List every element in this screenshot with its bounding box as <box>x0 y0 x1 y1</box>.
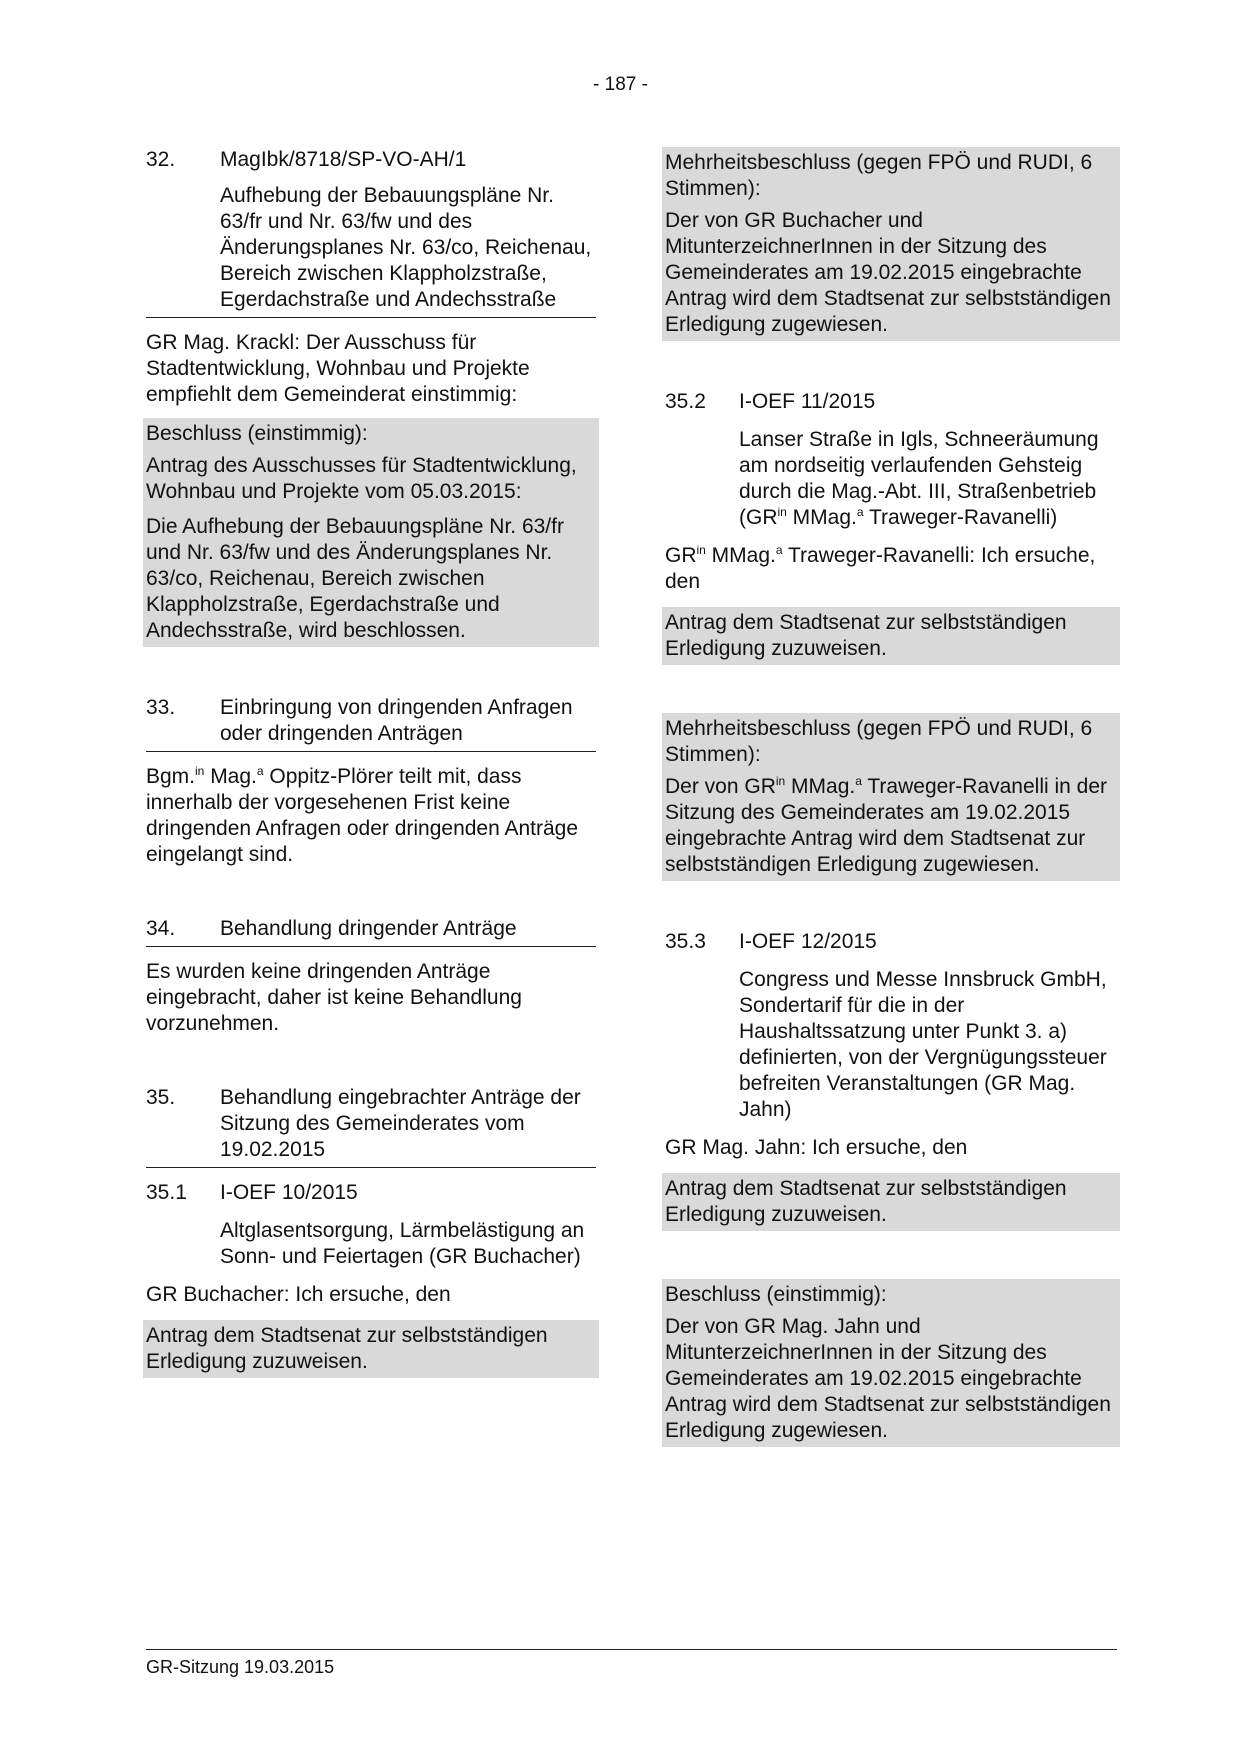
left-column <box>146 147 596 1378</box>
subsection-reference: I-OEF 11/2015 <box>739 390 876 413</box>
request-text: Antrag dem Stadtsenat zur selbstständigen Erledigung zuzuweisen. <box>146 1324 548 1373</box>
decision-box <box>662 1279 1120 1447</box>
subsection-number: 35.3 <box>665 930 706 953</box>
speaker-statement: $GR^{in}$ MMag.$^a$ Traweger-Ravanelli: Ich ersuche, den <box>665 543 1096 593</box>
right-column <box>665 147 1117 1447</box>
subsection-35-2 <box>665 389 1117 881</box>
section-32 <box>146 147 596 647</box>
request-text: Antrag dem Stadtsenat zur selbstständigen Erledigung zuzuweisen. <box>665 611 1067 660</box>
subsection-35-2-heading <box>665 389 1117 415</box>
decision-type: Beschluss (einstimmig): <box>665 1283 887 1306</box>
page-number: - 187 - <box>593 74 648 95</box>
subsection-reference: I-OEF 10/2015 <box>220 1181 358 1204</box>
decision-box <box>143 418 599 647</box>
section-title: Aufhebung der Bebauungspläne Nr. 63/fr und Nr. 63/fw und des Änderungsplanes Nr. 63/co, Reichenau, Bereich zwischen Klappholzstraße, Egerdachstraße und Andechsstraße <box>220 184 592 311</box>
section-34 <box>146 916 596 1037</box>
section-number: 35. <box>146 1086 176 1109</box>
decision-type: Mehrheitsbeschluss (gegen FPÖ und RUDI, 6 Stimmen): <box>665 717 1093 766</box>
request-box <box>143 1320 599 1378</box>
footer-divider <box>146 1649 1117 1650</box>
section-text: Es wurden keine dringenden Anträge eingebracht, daher ist keine Behandlung vorzunehmen. <box>146 960 522 1035</box>
subsection-title: Lanser Straße in Igls, Schneeräumung am nordseitig verlaufenden Gehsteig durch die Mag.-Abt. III, Straßenbetrieb ($GR^{in}$ MMag.$^a$ Traweger-Ravanelli) <box>739 428 1099 529</box>
decision-type: Beschluss (einstimmig): <box>146 422 368 445</box>
decision-box <box>662 713 1120 881</box>
request-text: Antrag dem Stadtsenat zur selbstständigen Erledigung zuzuweisen. <box>665 1177 1067 1226</box>
section-reference: MagIbk/8718/SP-VO-AH/1 <box>220 148 467 171</box>
decision-text: Der von GR Mag. Jahn und MitunterzeichnerInnen in der Sitzung des Gemeinderates am 19.02.2015 eingebrachte Antrag wird dem Stadtsenat zur selbstständigen Erledigung zugewiesen. <box>665 1315 1111 1442</box>
decision-text: Die Aufhebung der Bebauungspläne Nr. 63/fr und Nr. 63/fw und des Änderungsplanes Nr. 63/co, Reichenau, Bereich zwischen Klappholzstraße, Egerdachstraße und Andechsstraße, wird beschlossen. <box>146 515 564 642</box>
section-33-heading <box>146 695 596 752</box>
section-number: 32. <box>146 148 176 171</box>
section-number: 34. <box>146 917 176 940</box>
section-title: Behandlung dringender Anträge <box>220 917 517 940</box>
section-32-heading <box>146 147 596 318</box>
subsection-reference: I-OEF 12/2015 <box>739 930 877 953</box>
section-33 <box>146 695 596 868</box>
decision-box-35-1 <box>662 147 1120 341</box>
section-35-heading <box>146 1085 596 1168</box>
section-35 <box>146 1085 596 1378</box>
subsection-35-3-heading <box>665 929 1117 955</box>
subsection-35-3 <box>665 929 1117 1447</box>
subsection-number: 35.2 <box>665 390 706 413</box>
speaker-statement: GR Buchacher: Ich ersuche, den <box>146 1283 451 1306</box>
subsection-title: Altglasentsorgung, Lärmbelästigung an Sonn- und Feiertagen (GR Buchacher) <box>220 1219 585 1268</box>
decision-type: Mehrheitsbeschluss (gegen FPÖ und RUDI, 6 Stimmen): <box>665 151 1093 200</box>
motion-text: Antrag des Ausschusses für Stadtentwicklung, Wohnbau und Projekte vom 05.03.2015: <box>146 454 577 503</box>
subsection-title: Congress und Messe Innsbruck GmbH, Sondertarif für die in der Haushaltssatzung unter Punkt 3. a) definierten, von der Vergnügungssteuer befreiten Veranstaltungen (GR Mag. Jahn) <box>739 968 1107 1121</box>
decision-text: Der von $GR^{in}$ MMag.$^a$ Traweger-Ravanelli in der Sitzung des Gemeinderates am 19.02.2015 eingebrachte Antrag wird dem Stadtsenat zur selbstständigen Erledigung zugewiesen. <box>665 774 1108 876</box>
request-box <box>662 607 1120 665</box>
subsection-number: 35.1 <box>146 1181 187 1204</box>
mayor-statement: Bgm.$^{in}$ Mag.$^a$ Oppitz-Plörer teilt mit, dass innerhalb der vorgesehenen Frist keine dringenden Anfragen oder dringenden Anträge eingelangt sind. <box>146 764 579 866</box>
section-34-heading <box>146 916 596 947</box>
footer-session-date: GR-Sitzung 19.03.2015 <box>146 1657 335 1677</box>
request-box <box>662 1173 1120 1231</box>
section-number: 33. <box>146 696 176 719</box>
decision-text: Der von GR Buchacher und MitunterzeichnerInnen in der Sitzung des Gemeinderates am 19.02.2015 eingebrachte Antrag wird dem Stadtsenat zur selbstständigen Erledigung zugewiesen. <box>665 209 1111 336</box>
section-title: Behandlung eingebrachter Anträge der Sitzung des Gemeinderates vom 19.02.2015 <box>220 1086 581 1161</box>
subsection-35-1-heading <box>146 1180 596 1206</box>
section-title: Einbringung von dringenden Anfragen oder dringenden Anträgen <box>220 696 573 745</box>
speaker-statement: GR Mag. Krackl: Der Ausschuss für Stadtentwicklung, Wohnbau und Projekte empfiehlt dem Gemeinderat einstimmig: <box>146 331 530 406</box>
speaker-statement: GR Mag. Jahn: Ich ersuche, den <box>665 1136 968 1159</box>
